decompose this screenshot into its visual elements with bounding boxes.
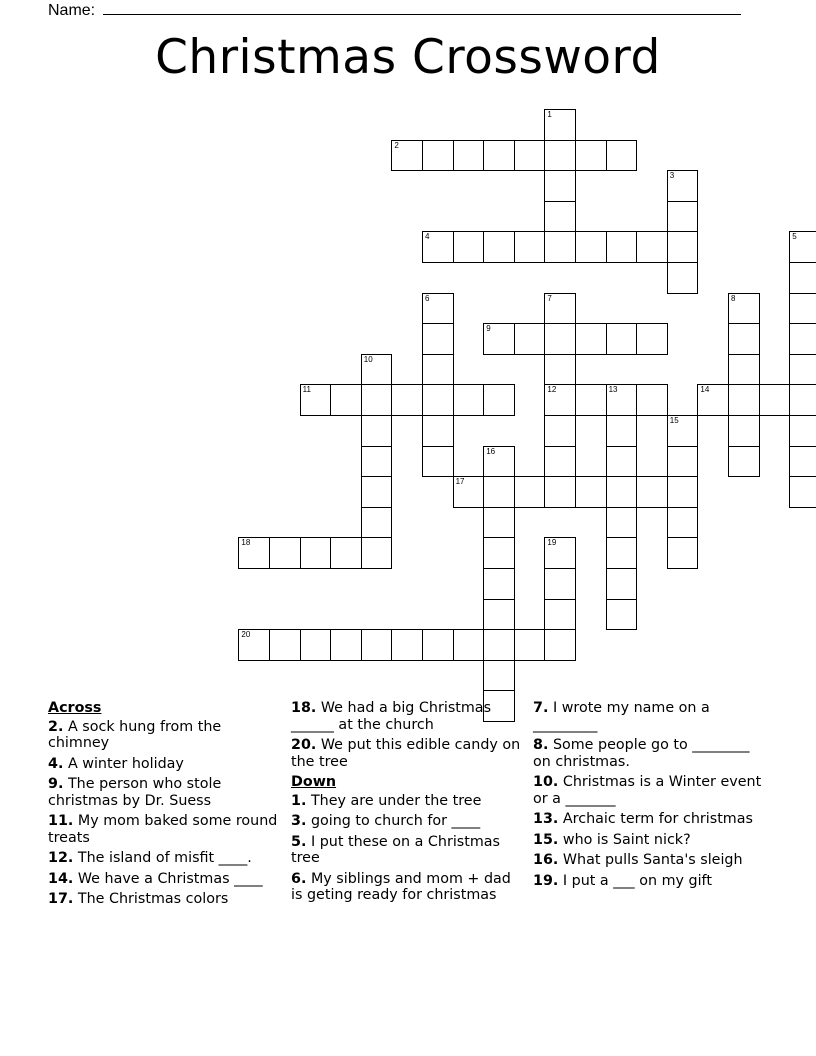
cell-number: 3 xyxy=(669,171,675,181)
crossword-cell[interactable] xyxy=(483,476,515,508)
crossword-cell[interactable] xyxy=(544,140,576,172)
clue-across-2: 2. A sock hung from the chimney xyxy=(48,718,222,751)
crossword-cell[interactable] xyxy=(391,629,423,661)
crossword-cell[interactable] xyxy=(422,629,454,661)
crossword-cell[interactable] xyxy=(361,476,393,508)
clue-across-18: 18. We had a big Christmas ______ at the church xyxy=(291,700,492,733)
cell-number: 1 xyxy=(547,110,552,119)
clue-across-9: 9. The person who stole christmas by Dr. Suess xyxy=(48,776,222,809)
cell-number: 20 xyxy=(241,630,251,640)
crossword-cell[interactable] xyxy=(483,629,515,661)
crossword-cell[interactable] xyxy=(300,629,332,661)
crossword-cell[interactable] xyxy=(667,231,699,263)
crossword-cell[interactable] xyxy=(606,140,638,172)
crossword-cell[interactable] xyxy=(483,231,515,263)
crossword-cell[interactable] xyxy=(514,629,546,661)
cell-number: 18 xyxy=(241,538,251,548)
crossword-cell[interactable] xyxy=(330,629,362,661)
crossword-cell[interactable] xyxy=(300,537,332,569)
crossword-cell[interactable] xyxy=(422,446,454,478)
crossword-cell[interactable] xyxy=(269,629,301,661)
crossword-cell[interactable] xyxy=(728,354,760,386)
crossword-cell[interactable] xyxy=(361,384,393,416)
crossword-cell[interactable] xyxy=(269,537,301,569)
crossword-cell[interactable] xyxy=(483,660,515,692)
crossword-cell[interactable] xyxy=(544,446,576,478)
crossword-cell[interactable] xyxy=(728,446,760,478)
crossword-cell[interactable] xyxy=(728,415,760,447)
clue-down-5: 5. I put these on a Christmas tree xyxy=(291,833,500,866)
name-label: Name: xyxy=(48,2,96,19)
crossword-cell[interactable] xyxy=(422,323,454,355)
clue-down-6: 6. My siblings and mom + dad is geting ready for christmas xyxy=(291,870,511,903)
cell-number: 12 xyxy=(547,385,557,395)
crossword-cell[interactable] xyxy=(606,476,638,508)
crossword-cell[interactable] xyxy=(636,476,668,508)
crossword-cell[interactable] xyxy=(483,507,515,539)
page-title: Christmas Crossword xyxy=(155,30,661,85)
crossword-cell[interactable] xyxy=(330,537,362,569)
crossword-cell[interactable] xyxy=(789,446,816,478)
clues-section xyxy=(48,700,768,960)
cell-number: 9 xyxy=(486,324,491,334)
crossword-cell[interactable] xyxy=(453,231,485,263)
crossword-cell[interactable] xyxy=(422,354,454,386)
crossword-cell[interactable] xyxy=(667,507,699,539)
crossword-cell[interactable] xyxy=(453,140,485,172)
clue-down-3: 3. going to church for ____ xyxy=(291,813,481,829)
crossword-cell[interactable] xyxy=(544,354,576,386)
crossword-cell[interactable] xyxy=(514,323,546,355)
crossword-cell[interactable] xyxy=(575,231,607,263)
crossword-cell[interactable] xyxy=(453,629,485,661)
crossword-cell[interactable] xyxy=(514,140,546,172)
cell-number: 15 xyxy=(669,416,679,425)
clue-down-10: 10. Christmas is a Winter event or a _______ xyxy=(533,774,762,807)
crossword-cell[interactable] xyxy=(636,384,668,416)
cell-number: 19 xyxy=(547,538,557,548)
cell-number: 2 xyxy=(394,140,399,150)
cell-number: 16 xyxy=(486,446,496,456)
crossword-cell[interactable] xyxy=(667,262,699,294)
clue-down-15: 15. who is Saint nick? xyxy=(533,831,691,848)
clue-across-11: 11. My mom baked some round treats xyxy=(48,813,278,846)
crossword-cell[interactable] xyxy=(483,568,515,600)
crossword-cell[interactable] xyxy=(483,599,515,631)
crossword-cell[interactable] xyxy=(728,323,760,355)
crossword-cell[interactable] xyxy=(667,476,699,508)
crossword-cell[interactable] xyxy=(361,507,393,539)
cell-number: 8 xyxy=(731,293,736,303)
crossword-cell[interactable] xyxy=(361,446,393,478)
clue-column-1 xyxy=(48,700,278,912)
crossword-cell[interactable] xyxy=(361,537,393,569)
crossword-cell[interactable] xyxy=(606,568,638,600)
clue-down-8: 8. Some people go to ________ on christmas. xyxy=(533,737,750,770)
across-heading: Across xyxy=(48,700,102,716)
crossword-cell[interactable] xyxy=(544,599,576,631)
clue-down-13: 13. Archaic term for christmas xyxy=(533,811,753,827)
crossword-cell[interactable] xyxy=(606,231,638,263)
crossword-cell[interactable] xyxy=(483,140,515,172)
cell-number: 10 xyxy=(363,354,373,364)
crossword-cell[interactable] xyxy=(544,201,576,233)
crossword-cell[interactable] xyxy=(361,415,393,447)
crossword-cell[interactable] xyxy=(789,415,816,447)
crossword-cell[interactable] xyxy=(330,384,362,416)
crossword-cell[interactable] xyxy=(575,140,607,172)
crossword-cell[interactable] xyxy=(667,537,699,569)
crossword-cell[interactable] xyxy=(544,476,576,508)
crossword-cell[interactable] xyxy=(789,293,816,325)
crossword-cell[interactable] xyxy=(636,231,668,263)
crossword-cell[interactable] xyxy=(789,384,816,416)
crossword-cell[interactable] xyxy=(606,446,638,478)
crossword-cell[interactable] xyxy=(575,476,607,508)
crossword-cell[interactable] xyxy=(514,231,546,263)
crossword-cell[interactable] xyxy=(789,476,816,508)
clue-column-2 xyxy=(291,700,521,908)
crossword-cell[interactable] xyxy=(606,323,638,355)
cell-number: 4 xyxy=(425,232,430,242)
crossword-cell[interactable] xyxy=(422,384,454,416)
crossword-cell[interactable] xyxy=(514,476,546,508)
cell-number: 13 xyxy=(608,385,618,395)
cell-number: 5 xyxy=(792,232,797,242)
down-heading: Down xyxy=(291,774,337,790)
cell-number: 17 xyxy=(455,477,465,487)
crossword-cell[interactable] xyxy=(789,323,816,355)
crossword-cell[interactable] xyxy=(544,323,576,355)
crossword-cell[interactable] xyxy=(667,201,699,233)
crossword-cell[interactable] xyxy=(544,629,576,661)
cell-number: 14 xyxy=(700,385,710,395)
crossword-cell[interactable] xyxy=(636,323,668,355)
clue-across-4: 4. A winter holiday xyxy=(48,755,184,772)
clue-across-17: 17. The Christmas colors xyxy=(48,891,229,907)
clue-column-3 xyxy=(533,700,763,893)
crossword-cell[interactable] xyxy=(789,354,816,386)
crossword-cell[interactable] xyxy=(544,415,576,447)
cell-number: 7 xyxy=(547,293,552,303)
crossword-cell[interactable] xyxy=(483,384,515,416)
clue-across-20: 20. We put this edible candy on the tree xyxy=(291,737,521,770)
crossword-cell[interactable] xyxy=(606,599,638,631)
crossword-cell[interactable] xyxy=(575,384,607,416)
clue-down-7: 7. I wrote my name on a _________ xyxy=(533,700,710,733)
crossword-cell[interactable] xyxy=(575,323,607,355)
crossword-cell[interactable] xyxy=(606,507,638,539)
crossword-cell[interactable] xyxy=(606,415,638,447)
crossword-cell[interactable] xyxy=(606,537,638,569)
crossword-cell[interactable] xyxy=(759,384,791,416)
crossword-cell[interactable] xyxy=(453,384,485,416)
crossword-cell[interactable] xyxy=(391,384,423,416)
crossword-cell[interactable] xyxy=(422,415,454,447)
clue-across-14: 14. We have a Christmas ____ xyxy=(48,870,263,887)
clue-down-19: 19. I put a ___ on my gift xyxy=(533,872,712,889)
clue-across-12: 12. The island of misfit ____. xyxy=(48,850,252,866)
crossword-cell[interactable] xyxy=(422,140,454,172)
cell-number: 6 xyxy=(425,293,430,303)
crossword-cell[interactable] xyxy=(361,629,393,661)
crossword-cell[interactable] xyxy=(544,170,576,202)
cell-number: 11 xyxy=(302,385,311,395)
crossword-cell[interactable] xyxy=(483,537,515,569)
crossword-cell[interactable] xyxy=(789,262,816,294)
crossword-cell[interactable] xyxy=(544,568,576,600)
clue-down-1: 1. They are under the tree xyxy=(291,792,482,809)
crossword-cell[interactable] xyxy=(544,231,576,263)
crossword-cell[interactable] xyxy=(728,384,760,416)
clue-down-16: 16. What pulls Santa's sleigh xyxy=(533,852,743,868)
crossword-cell[interactable] xyxy=(667,446,699,478)
